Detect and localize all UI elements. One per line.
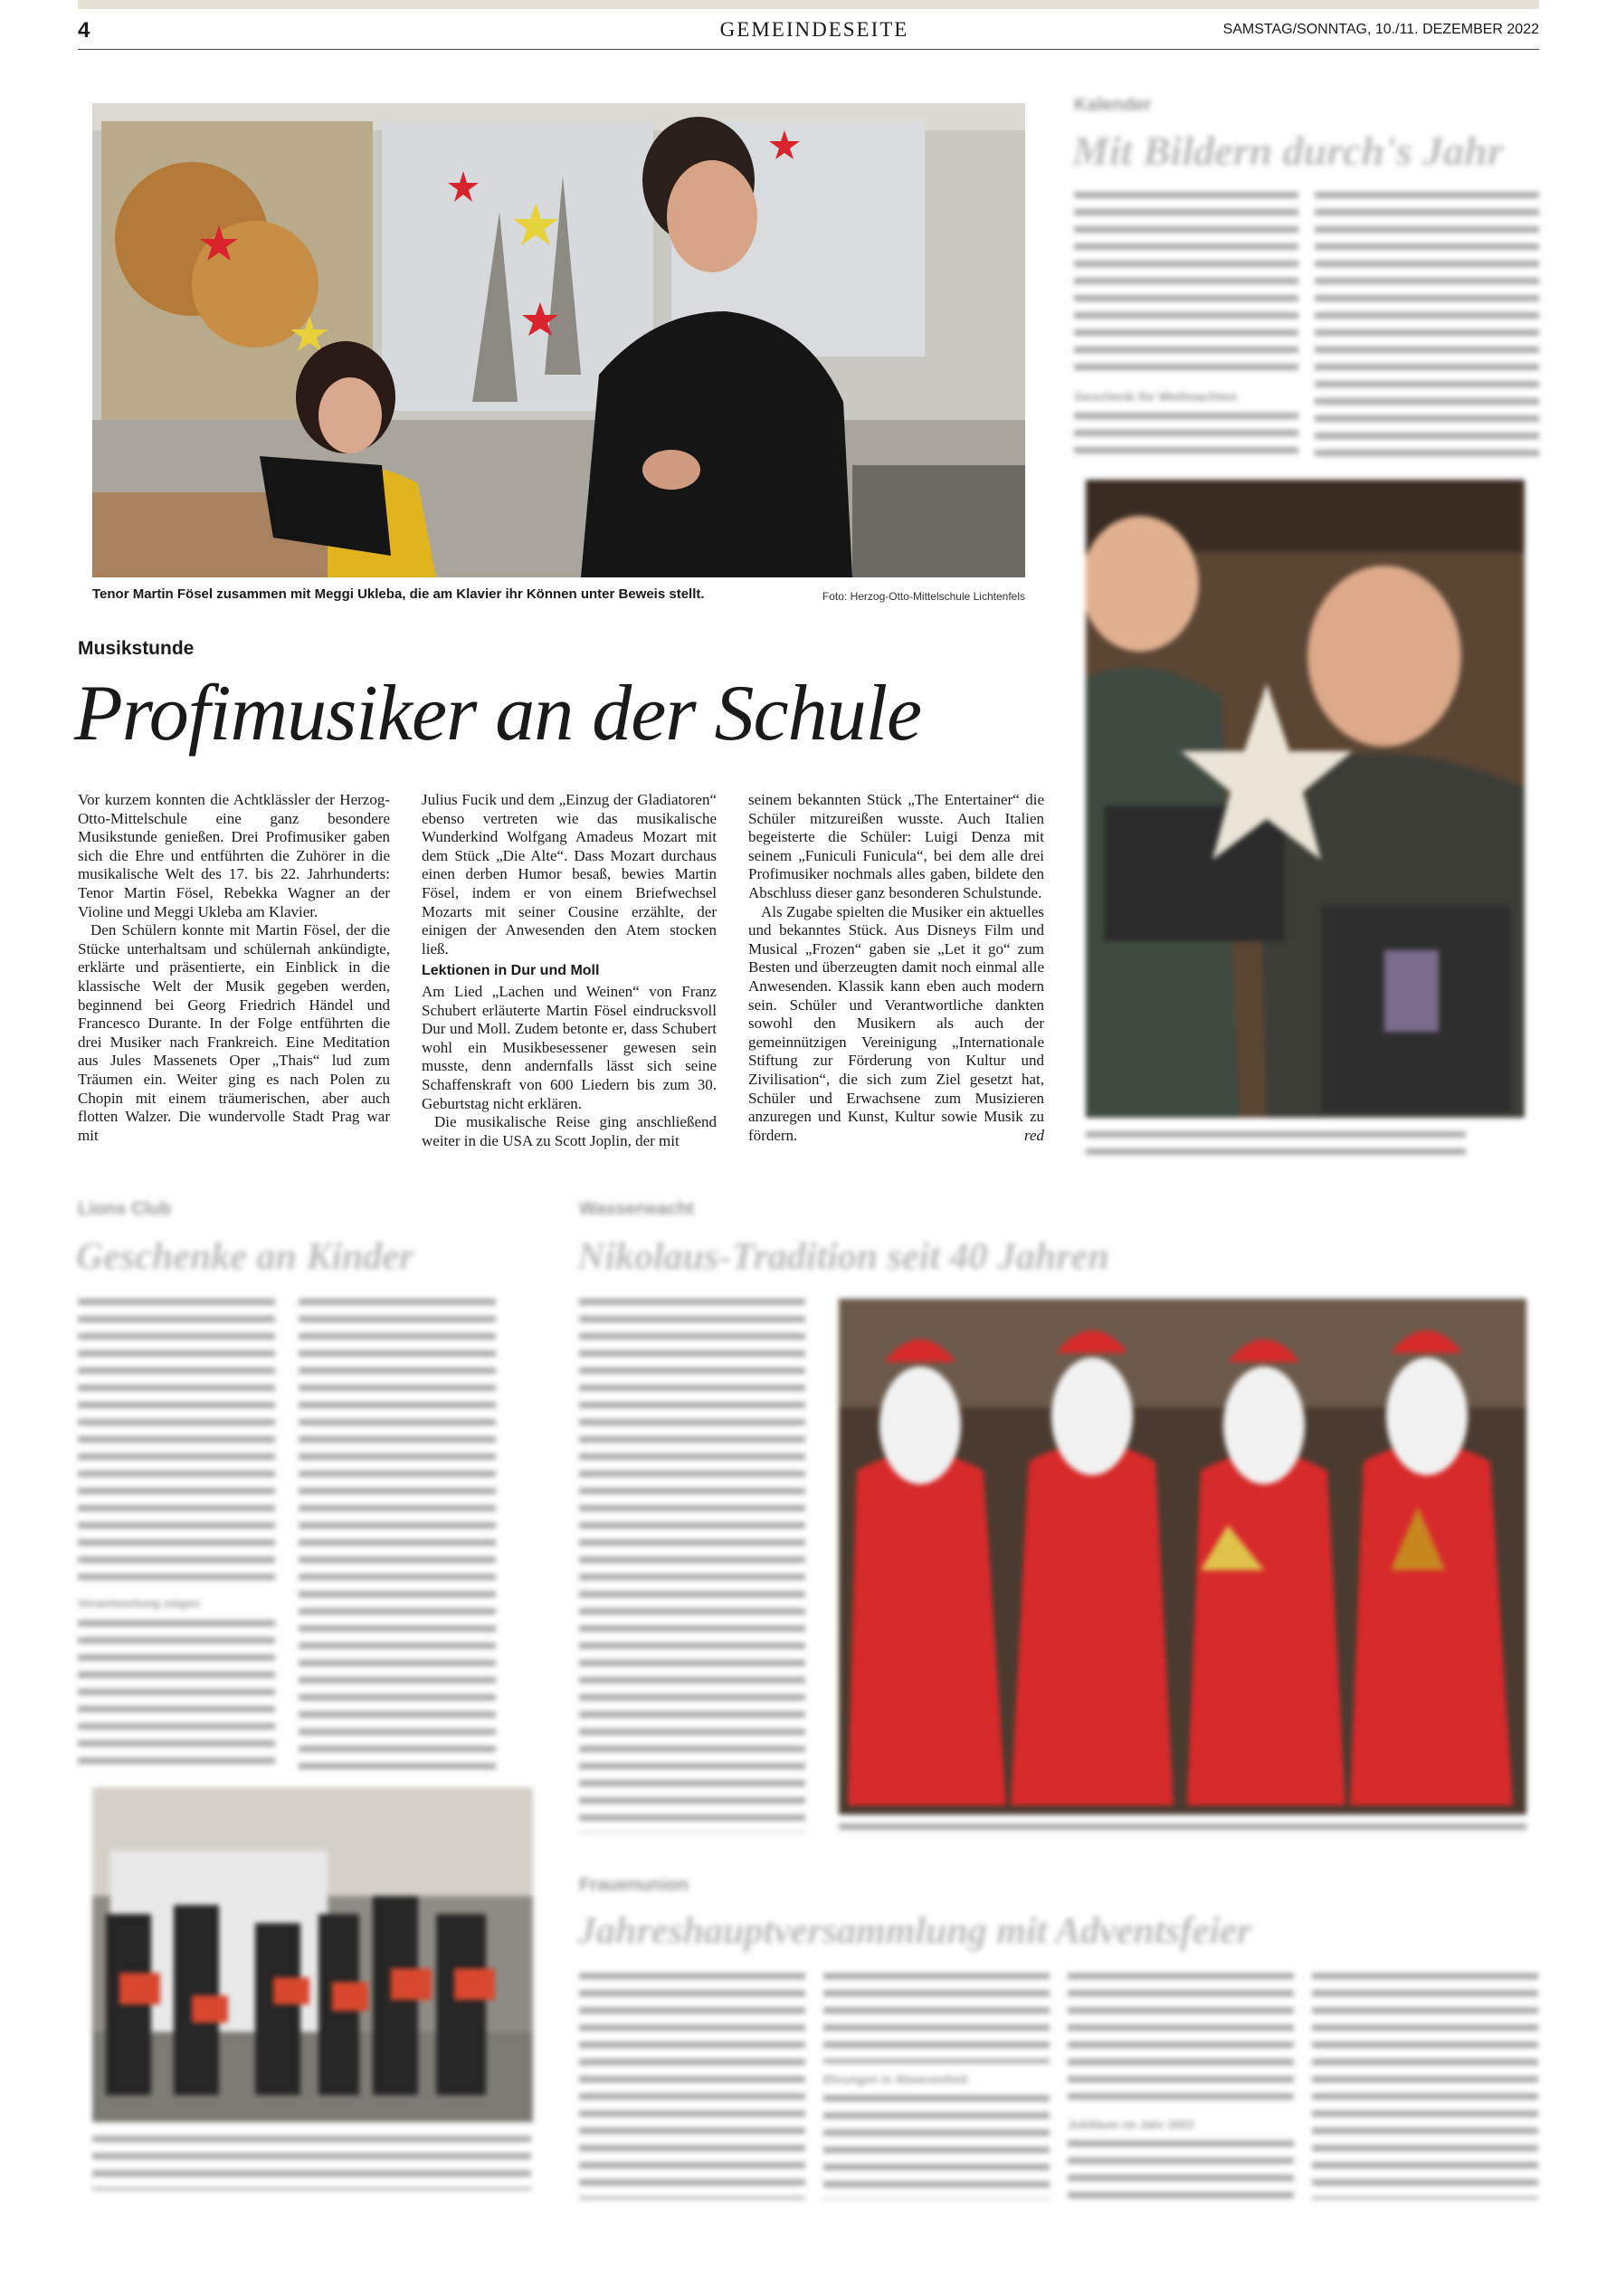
article-paragraph: Die musikalische Reise ging anschließend weiter in die USA zu Scott Joplin, der mit (422, 1113, 717, 1149)
wasserwacht-kicker: Wasserwacht (579, 1199, 695, 1219)
kalender-text-block (1074, 192, 1298, 371)
frauenunion-text-block (823, 2095, 1050, 2199)
lions-kicker: Lions Club (78, 1199, 172, 1219)
main-photo (92, 103, 1025, 577)
article-kicker: Musikstunde (78, 638, 195, 659)
kalender-text-block (1315, 192, 1539, 456)
nikolaus-photo-illustration (839, 1299, 1526, 1815)
frauenunion-text-block (1312, 1973, 1538, 2199)
kalender-photo (1086, 480, 1525, 1118)
frauenunion-headline: Jahreshauptversammlung mit Adventsfeier (577, 1910, 1252, 1952)
article-headline: Profimusiker an der Schule (74, 670, 922, 757)
article-paragraph: Julius Fucik und dem „Einzug der Gladiatoren“ ebenso vertreten wie das musikalische Wunderkind Wolfgang Amadeus Mozart mit dem Stück „Die Alte“. Dass Mozart durchaus einen derben Humor besaß, bewies Martin Fösel, indem er von einem Briefwechsel Mozarts mit seiner Cousine erzählte, der einigen der Anwesenden den Atem stocken ließ. (422, 791, 717, 957)
header-rule (78, 49, 1539, 50)
concert-photo-illustration (92, 103, 1025, 577)
article-paragraph: Als Zugabe spielten die Musiker ein aktuelles und bekanntes Stück. Aus Disneys Film und Musical „Frozen“ gaben sie „Let it go“ zum Besten und überzeugten damit noch einmal alle Anwesenden. Klassik kann eben auch modern sein. Schüler und Verantwortliche dankten sowohl den Musikern als auch der gemeinnützigen Vereinigung „Internationale Stiftung zur Förderung von Kultur und Zivilisation“, die sich zum Ziel gesetzt hat, Schüler und Erwachsene zum Musizieren anzuregen und Kunst, Kultur sowie Musik zu fördern. red (748, 902, 1044, 1144)
top-color-bar (78, 0, 1539, 9)
kalender-photo-caption (1086, 1131, 1466, 1155)
kalender-headline: Mit Bildern durch's Jahr (1072, 128, 1504, 174)
wasserwacht-text-block (579, 1299, 805, 1833)
lions-text-block (78, 1299, 275, 1588)
issue-date: SAMSTAG/SONNTAG, 10./11. DEZEMBER 2022 (1222, 22, 1539, 37)
lions-text-block (299, 1299, 496, 1769)
frauenunion-text-block (823, 1973, 1050, 2063)
article-column-1 (78, 791, 390, 1145)
article-paragraph: seinem bekannten Stück „The Entertainer“ die Schüler mitzureißen wusste. Auch Italien begeisterte die Schüler: Luigi Denza mit seinem „Funiculi Funicula“, bei dem alle drei Profimusiker nochmals alles gaben, bildete den Abschluss dieser ganz besonderen Schulstunde. (748, 791, 1044, 901)
frauenunion-text-block (1068, 1973, 1294, 2109)
author-signature: red (1023, 1126, 1044, 1144)
wasserwacht-photo-caption (839, 1824, 1526, 1834)
lions-photo-caption (92, 2136, 531, 2190)
article-paragraph: Am Lied „Lachen und Weinen“ von Franz Schubert erläuterte Martin Fösel eindrucksvoll Dur und Moll. Zudem betonte er, dass Schubert wohl ein Musikbesessener gewesen sein musste, denn andernfalls lässt sich seine Schaffenskraft von 600 Liedern bis zum 30. Geburtstag nicht erklären. (422, 982, 717, 1112)
calendar-photo-illustration (1086, 480, 1525, 1118)
kalender-kicker: Kalender (1074, 95, 1152, 115)
article-subheading: Lektionen in Dur und Moll (422, 963, 600, 979)
lions-text-block (78, 1620, 275, 1765)
wasserwacht-photo (839, 1299, 1526, 1815)
frauenunion-kicker: Frauenunion (579, 1875, 689, 1895)
wasserwacht-headline: Nikolaus-Tradition seit 40 Jahren (577, 1236, 1109, 1278)
article-column-3 (748, 791, 1044, 1145)
page-number: 4 (78, 18, 90, 43)
photo-caption: Tenor Martin Fösel zusammen mit Meggi Ukleba, die am Klavier ihr Können unter Beweis stellt. (92, 586, 705, 602)
article-paragraph: Den Schülern konnte mit Martin Fösel, der die Stücke unterhaltsam und schülernah ankündigte, erklärte und präsentierte, ein Einblick in die klassische Welt der Musik gegeben werden, beginnend bei Georg Friedrich Händel und Francesco Durante. In der Folge entführten die drei Musiker nach Frankreich. Eine Meditation aus Jules Massenets Oper „Thais“ lud zum Träumen ein. Weiter ging es nach Polen zu Chopin mit einem träumerischen, aber auch flotten Walzer. Die wundervolle Stadt Prag war mit (78, 921, 390, 1144)
frauenunion-subhead: Ehrungen in Abwesenheit (823, 2072, 968, 2086)
section-title: GEMEINDESEITE (719, 18, 909, 41)
kalender-subhead: Geschenk für Weihnachten (1074, 389, 1238, 404)
lions-subhead: Verantwortung zeigen (78, 1596, 201, 1610)
frauenunion-subhead-2: Jubiläum im Jahr 2023 (1068, 2118, 1194, 2131)
photo-credit: Foto: Herzog-Otto-Mittelschule Lichtenfels (822, 590, 1025, 603)
lions-photo (92, 1787, 533, 2122)
article-column-2 (422, 791, 717, 1150)
frauenunion-text-block (579, 1973, 805, 2199)
lions-headline: Geschenke an Kinder (76, 1236, 414, 1278)
kalender-text-block (1074, 413, 1298, 456)
frauenunion-text-block (1068, 2140, 1294, 2199)
lions-photo-illustration (92, 1787, 533, 2122)
article-paragraph: Vor kurzem konnten die Achtklässler der Herzog-Otto-Mittelschule eine ganz besondere Musikstunde genießen. Drei Profimusiker gaben sich die Ehre und entführten die Zuhörer in die musikalische Welt des 17. bis 22. Jahrhunderts: Tenor Martin Fösel, Rebekka Wagner an der Violine und Meggi Ukleba am Klavier. (78, 791, 390, 920)
